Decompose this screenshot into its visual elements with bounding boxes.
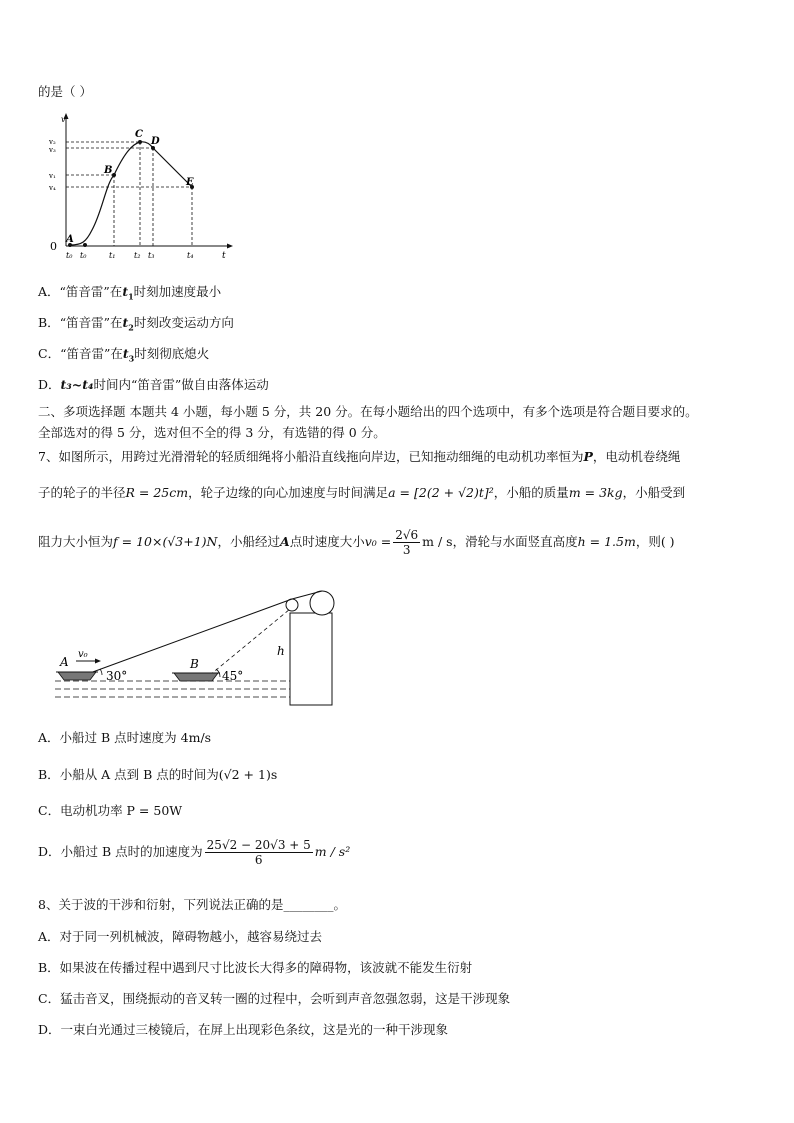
x-tick-t0a: t₀ bbox=[66, 251, 73, 260]
q7-option-b: B．小船从 A 点到 B 点的时间为(√2 + 1)s bbox=[38, 767, 278, 782]
q6-option-b: B．“笛音雷”在$t_2$时刻改变运动方向 bbox=[38, 315, 234, 333]
x-axis-label: t bbox=[222, 251, 226, 261]
point-D: D bbox=[151, 136, 160, 147]
accel-fraction: $\frac{25√2 - 20√3 + 5}{6}$ bbox=[206, 838, 311, 867]
q8-option-c: C．猛击音叉，围绕振动的音叉转一圈的过程中，会听到声音忽强忽弱，这是干涉现象 bbox=[38, 991, 511, 1006]
q8-option-b: B．如果波在传播过程中遇到尺寸比波长大得多的障碍物，该波就不能发生衍射 bbox=[38, 960, 473, 975]
q7-stem-line2: 子的轮子的半径R = 25cm，轮子边缘的向心加速度与时间满足a = [2(2 + √2)t]²，小船的质量m = 3kg，小船受到 bbox=[38, 485, 686, 500]
q6-option-d: D．t₃~t₄时间内“笛音雷”做自由落体运动 bbox=[38, 377, 269, 392]
y-axis-label: v bbox=[61, 115, 66, 124]
boat-A-label: A bbox=[60, 655, 69, 669]
y-tick-v1: v₁ bbox=[49, 172, 56, 180]
q6-option-a: A．“笛音雷”在$t_1$时刻加速度最小 bbox=[38, 284, 222, 302]
q7-option-d: D．小船过 B 点时的加速度为 $\frac{25√2 - 20√3 + 5}{6}$ m / s² bbox=[38, 838, 351, 867]
x-tick-t0b: t₀ bbox=[80, 251, 87, 260]
v0-fraction: $\frac{2√6}{3}$ bbox=[395, 528, 419, 557]
q8-option-d: D．一束白光通过三棱镜后，在屏上出现彩色条纹，这是光的一种干涉现象 bbox=[38, 1022, 449, 1037]
x-tick-t3: t₃ bbox=[148, 251, 155, 260]
origin-label: 0 bbox=[50, 240, 57, 253]
point-E: E bbox=[186, 177, 194, 188]
q7-option-a: A．小船过 B 点时速度为 4m/s bbox=[38, 730, 212, 745]
q7-option-c: C．电动机功率 P = 50W bbox=[38, 803, 183, 818]
x-tick-t1: t₁ bbox=[109, 251, 116, 260]
angle-45-label: 45° bbox=[222, 669, 244, 683]
y-tick-v4: v₄ bbox=[49, 184, 56, 192]
y-tick-v3: v₃ bbox=[49, 146, 56, 154]
q8-stem: 8、关于波的干涉和衍射，下列说法正确的是________。 bbox=[38, 897, 346, 912]
boat-B-label: B bbox=[190, 657, 199, 671]
q8-option-a: A．对于同一列机械波，障碍物越小，越容易绕过去 bbox=[38, 929, 323, 944]
velocity-time-graph bbox=[44, 112, 244, 262]
point-B: B bbox=[104, 165, 113, 176]
q7-stem-line1: 7、如图所示，用跨过光滑滑轮的轻质细绳将小船沿直线拖向岸边，已知拖动细绳的电动机功率恒为P，电动机卷绕绳 bbox=[38, 449, 681, 464]
height-h-label: h bbox=[277, 644, 285, 658]
v0-label: v₀ bbox=[78, 649, 88, 660]
q7-stem-line3: 阻力大小恒为f = 10×(√3+1)N，小船经过A点时速度大小v₀ = $\frac{2√6}{3}$ m / s，滑轮与水面竖直高度h = 1.5m，则( ) bbox=[38, 528, 675, 557]
boat-pulley-diagram bbox=[50, 585, 350, 710]
x-tick-t2: t₂ bbox=[134, 251, 141, 260]
q6-option-c: C．“笛音雷”在$t_3$时刻彻底熄火 bbox=[38, 346, 210, 364]
section2-instructions-line1: 二、多项选择题 本题共 4 小题，每小题 5 分，共 20 分。在每小题给出的四个选项中，有多个选项是符合题目要求的。 bbox=[38, 404, 698, 419]
section2-instructions-line2: 全部选对的得 5 分，选对但不全的得 3 分，有选错的得 0 分。 bbox=[38, 425, 386, 440]
question-fragment: 的是（ ） bbox=[38, 84, 92, 99]
angle-30-label: 30° bbox=[106, 669, 128, 683]
x-tick-t4: t₄ bbox=[187, 251, 194, 260]
y-tick-v2: v₂ bbox=[49, 138, 56, 146]
point-A: A bbox=[66, 234, 74, 245]
point-C: C bbox=[135, 129, 143, 140]
